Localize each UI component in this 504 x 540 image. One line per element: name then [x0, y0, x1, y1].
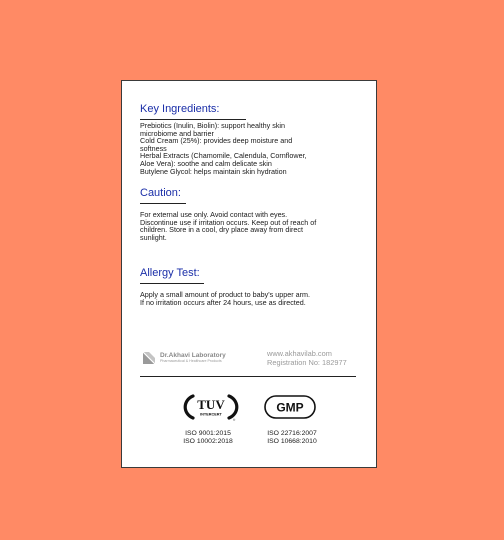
allergy-heading: Allergy Test: — [140, 267, 200, 279]
caution-underline — [140, 203, 186, 204]
iso-standard: ISO 10002:2018 — [183, 438, 233, 445]
allergy-line: If no irritation occurs after 24 hours, use as directed. — [140, 297, 306, 307]
ingredients-list — [140, 122, 364, 175]
caution-heading: Caution: — [140, 187, 181, 199]
caution-line: sunlight. — [140, 232, 167, 242]
brand-tagline: Pharmaceutical & Healthcare Products — [160, 359, 222, 363]
caution-line: For external use only. Avoid contact with eyes. — [140, 210, 288, 219]
gmp-iso-list — [262, 430, 322, 446]
caution-text — [140, 211, 364, 241]
tuv-intercert-logo — [183, 392, 239, 422]
caution-line: Discontinue use if irritation occurs. Keep out of reach of — [140, 217, 317, 227]
gmp-logo — [264, 395, 316, 419]
registration-number: Registration No: 182977 — [267, 357, 347, 367]
allergy-text — [140, 291, 364, 306]
ingredient-line: Aloe Vera): soothe and calm delicate skin — [140, 158, 272, 168]
ingredient-line: Cold Cream (25%): provides deep moisture and — [140, 136, 293, 146]
ingredients-heading: Key Ingredients: — [140, 103, 220, 115]
brand-name: Dr.Akhavi Laboratory — [160, 352, 226, 359]
brand-block — [142, 351, 226, 365]
caution-line: children. Store in a cool, dry place away from direct — [140, 225, 303, 235]
ingredient-line: softness — [140, 143, 167, 153]
ingredient-line: Butylene Glycol: helps maintain skin hydration — [140, 166, 287, 176]
allergy-underline — [140, 283, 204, 284]
iso-standard: ISO 9001:2015 — [185, 430, 231, 437]
svg-text:INTERCERT: INTERCERT — [200, 412, 222, 417]
footer-divider — [140, 376, 356, 377]
iso-standard: ISO 22716:2007 — [267, 430, 317, 437]
svg-text:GMP: GMP — [276, 400, 304, 415]
product-label — [121, 80, 377, 468]
contact-block — [267, 350, 347, 367]
svg-text:®: ® — [233, 418, 236, 422]
lab-logo-icon — [142, 351, 156, 365]
iso-standard: ISO 10668:2010 — [267, 438, 317, 445]
ingredient-line: Herbal Extracts (Chamomile, Calendula, Cornflower, — [140, 151, 307, 161]
ingredient-line: Prebiotics (Inulin, Biolin): support healthy skin — [140, 121, 286, 130]
allergy-line: Apply a small amount of product to baby's upper arm. — [140, 290, 310, 299]
ingredients-underline — [140, 119, 246, 120]
tuv-iso-list — [178, 430, 238, 446]
ingredient-line: microbiome and barrier — [140, 128, 214, 138]
website-text: www.akhavilab.com — [267, 349, 332, 358]
svg-text:TUV: TUV — [197, 397, 225, 412]
